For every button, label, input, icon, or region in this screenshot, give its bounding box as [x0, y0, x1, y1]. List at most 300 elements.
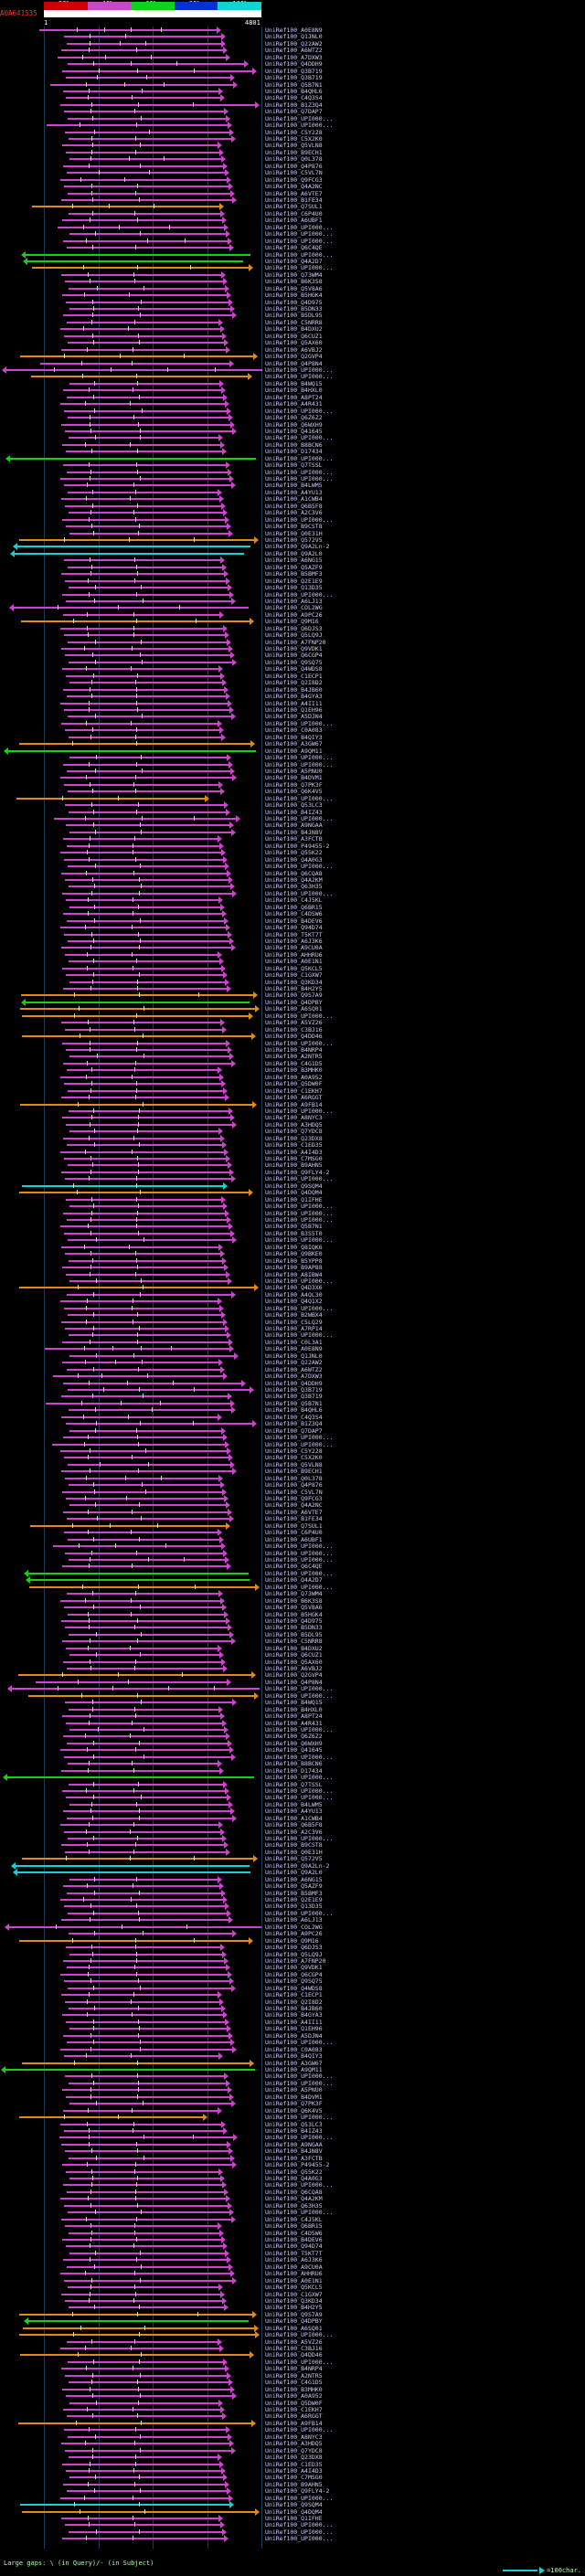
hit-label[interactable]: UniRef100_A9PC26 — [265, 610, 323, 619]
hit-label[interactable]: UniRef100_T5KT7T — [265, 930, 323, 938]
hit-label[interactable]: UniRef100_UPI000... — [265, 719, 334, 727]
hit-label[interactable]: UniRef100_Q4DD46 — [265, 2351, 323, 2359]
hit-label[interactable]: UniRef100_Q5DW0F — [265, 2399, 323, 2407]
hit-label[interactable]: UniRef100_Q7SUL1 — [265, 203, 323, 211]
hit-label[interactable]: UniRef100_A4YU13 — [265, 488, 323, 496]
hit-label[interactable]: UniRef100_A3HDQ5 — [265, 1120, 323, 1129]
hit-label[interactable]: UniRef100_C0A083 — [265, 726, 323, 735]
hit-label[interactable]: UniRef100_A4R431 — [265, 1719, 323, 1727]
hit-label[interactable]: UniRef100_UPI000... — [265, 1556, 334, 1564]
hit-label[interactable]: UniRef100_Q6K4V5 — [265, 2106, 323, 2115]
hit-label[interactable]: UniRef100_C0A083 — [265, 2045, 323, 2053]
hit-label[interactable]: UniRef100_A9FB14 — [265, 2419, 323, 2427]
hit-label[interactable]: UniRef100_B4NRP4 — [265, 2365, 323, 2373]
hit-label[interactable]: UniRef100_C1ED35 — [265, 1141, 323, 1150]
hit-label[interactable]: UniRef100_UPI000... — [265, 1107, 334, 1115]
hit-label[interactable]: UniRef100_A9NGAA — [265, 2140, 323, 2148]
hit-label[interactable]: UniRef100_A7DXW3 — [265, 1373, 323, 1381]
hit-label[interactable]: UniRef100_Q3B719 — [265, 1386, 323, 1394]
hit-label[interactable]: UniRef100_B4LWM5 — [265, 482, 323, 490]
hit-label[interactable]: UniRef100_A9CU0A — [265, 2263, 323, 2271]
hit-label[interactable]: UniRef100_Q1JNL0 — [265, 33, 323, 41]
hit-label[interactable]: UniRef100_Q4DQM4 — [265, 2507, 323, 2516]
hit-label[interactable]: UniRef100_B3S5T0 — [265, 1229, 323, 1237]
hit-label[interactable]: UniRef100_A6VBJ2 — [265, 1665, 323, 1673]
hit-label[interactable]: UniRef100_Q41645 — [265, 1746, 323, 1754]
hit-label[interactable]: UniRef100_B4H2Y5 — [265, 2304, 323, 2312]
hit-label[interactable]: UniRef100_C4DSW6 — [265, 910, 323, 918]
hit-label[interactable]: UniRef100_Q4WDS8 — [265, 1984, 323, 1992]
hit-label[interactable]: UniRef100_A6J3K6 — [265, 2256, 323, 2264]
hit-label[interactable]: UniRef100_UPI000... — [265, 2535, 334, 2543]
hit-label[interactable]: UniRef100_UPI000... — [265, 230, 334, 239]
hit-label[interactable]: UniRef100_UPI000... — [265, 1216, 334, 1224]
hit-label[interactable]: UniRef100_Q4Q1X2 — [265, 1298, 323, 1306]
hit-label[interactable]: UniRef100_COL2WG — [265, 1923, 323, 1931]
hit-label[interactable]: UniRef100_UPI000... — [265, 1909, 334, 1917]
hit-label[interactable]: UniRef100_Q9SQM4 — [265, 2501, 323, 2509]
hit-label[interactable]: UniRef100_Q3KD34 — [265, 978, 323, 986]
hit-label[interactable]: UniRef100_Q6B5F8 — [265, 502, 323, 510]
hit-label[interactable]: UniRef100_Q6BR15 — [265, 903, 323, 911]
hit-label[interactable]: UniRef100_Q5VLN8 — [265, 142, 323, 150]
hit-label[interactable]: UniRef100_UPI000... — [265, 2358, 334, 2366]
hit-label[interactable]: UniRef100_Q6WXH9 — [265, 1739, 323, 1747]
hit-label[interactable]: UniRef100_Q7TSSL — [265, 461, 323, 470]
hit-label[interactable]: UniRef100_Q4A0G3 — [265, 855, 323, 864]
hit-label[interactable]: UniRef100_C5LQ29 — [265, 1318, 323, 1326]
hit-label[interactable]: UniRef100_UPI000... — [265, 1236, 334, 1245]
hit-label[interactable]: UniRef100_A2NTR5 — [265, 1053, 323, 1061]
hit-label[interactable]: UniRef100_A5DJN4 — [265, 2031, 323, 2040]
hit-label[interactable]: UniRef100_Q5LQ9J — [265, 631, 323, 640]
hit-label[interactable]: UniRef100_Q94D74 — [265, 2242, 323, 2251]
hit-label[interactable]: UniRef100_UPI000... — [265, 2181, 334, 2189]
hit-label[interactable]: UniRef100_A0A952 — [265, 1073, 323, 1081]
hit-label[interactable]: UniRef100_B1FE34 — [265, 1515, 323, 1523]
hit-label[interactable]: UniRef100_UPI000... — [265, 590, 334, 599]
hit-label[interactable]: UniRef100_C1GXW7 — [265, 2290, 323, 2298]
hit-label[interactable]: UniRef100_B9CST8 — [265, 1841, 323, 1850]
hit-label[interactable]: UniRef100_Q5KCL5 — [265, 964, 323, 972]
hit-label[interactable]: UniRef100_C3BJ16 — [265, 2345, 323, 2353]
hit-label[interactable]: UniRef100_B8BCN6 — [265, 440, 323, 449]
hit-label[interactable]: UniRef100_A8PT24 — [265, 393, 323, 401]
hit-label[interactable]: UniRef100_Q5AX60 — [265, 339, 323, 347]
hit-label[interactable]: UniRef100_Q9FLY4-2 — [265, 2487, 330, 2496]
hit-label[interactable]: UniRef100_D17434 — [265, 448, 323, 456]
hit-label[interactable]: UniRef100_UPI000... — [265, 1039, 334, 1047]
hit-label[interactable]: UniRef100_Q5B7N1 — [265, 80, 323, 89]
hit-label[interactable]: UniRef100_A0E8N9 — [265, 1345, 323, 1353]
hit-label[interactable]: UniRef100_B9AHN5 — [265, 1161, 323, 1170]
hit-label[interactable]: UniRef100_B3MHK0 — [265, 1066, 323, 1075]
hit-label[interactable]: UniRef100_B4QIY3 — [265, 2052, 323, 2061]
hit-label[interactable]: UniRef100_B4WQ15 — [265, 379, 323, 387]
hit-label[interactable]: UniRef100_Q6WXH9 — [265, 420, 323, 429]
hit-label[interactable]: UniRef100_A0A952 — [265, 2392, 323, 2401]
hit-label[interactable]: UniRef100_Q9A2L0 — [265, 1869, 323, 1877]
hit-label[interactable]: UniRef100_A6SQ01 — [265, 2324, 323, 2332]
hit-label[interactable]: UniRef100_Q6C4QE — [265, 1563, 323, 1571]
hit-label[interactable]: UniRef100_B4DXU2 — [265, 325, 323, 334]
hit-label[interactable]: UniRef100_UPI000... — [265, 1685, 334, 1693]
hit-label[interactable]: UniRef100_A8PT24 — [265, 1712, 323, 1721]
hit-label[interactable]: UniRef100_Q4A0G3 — [265, 2175, 323, 2183]
hit-label[interactable]: UniRef100_Q23DX8 — [265, 1134, 323, 1142]
hit-label[interactable]: UniRef100_Q9A2Ln-2 — [265, 543, 330, 551]
hit-label[interactable]: UniRef100_Q7YDC8 — [265, 1128, 323, 1136]
hit-label[interactable]: UniRef100_A3FCTB — [265, 835, 323, 843]
hit-label[interactable]: UniRef100_UPI000... — [265, 1786, 334, 1795]
hit-label[interactable]: UniRef100_B9CST8 — [265, 523, 323, 531]
hit-label[interactable]: UniRef100_C4J5KL — [265, 2215, 323, 2223]
hit-label[interactable]: UniRef100_Q6CQA8 — [265, 869, 323, 877]
hit-label[interactable]: UniRef100_C6P4U0 — [265, 209, 323, 217]
hit-label[interactable]: UniRef100_A3HDQ5 — [265, 2440, 323, 2448]
hit-label[interactable]: UniRef100_Q1EH96 — [265, 2025, 323, 2033]
hit-label[interactable]: UniRef100_B5DL95 — [265, 312, 323, 320]
hit-label[interactable]: UniRef100_A6UBF1 — [265, 1535, 323, 1543]
hit-label[interactable]: UniRef100_A6LJ13 — [265, 597, 323, 605]
hit-label[interactable]: UniRef100_Q4P8N4 — [265, 1678, 323, 1686]
hit-label[interactable]: UniRef100_Q3B719 — [265, 74, 323, 82]
hit-label[interactable]: UniRef100_Q3KD34 — [265, 2296, 323, 2305]
hit-label[interactable]: UniRef100_Q9FCG3 — [265, 175, 323, 184]
hit-label[interactable]: UniRef100_Q9S7A9 — [265, 2310, 323, 2318]
hit-label[interactable]: UniRef100_C7MSG0 — [265, 1155, 323, 1163]
hit-label[interactable]: UniRef100_B4JN8V — [265, 828, 323, 836]
hit-label[interactable]: UniRef100_C5X2K0 — [265, 1454, 323, 1462]
hit-label[interactable]: UniRef100_UPI000... — [265, 2072, 334, 2081]
hit-label[interactable]: UniRef100_Q7YDC8 — [265, 2446, 323, 2454]
hit-label[interactable]: UniRef100_Q3B719 — [265, 67, 323, 75]
hit-label[interactable]: UniRef100_Q6BR15 — [265, 2222, 323, 2231]
hit-label[interactable]: UniRef100_B9AHN5 — [265, 2480, 323, 2488]
hit-label[interactable]: UniRef100_Q4DD46 — [265, 1033, 323, 1041]
hit-label[interactable]: UniRef100_C1GXW7 — [265, 971, 323, 980]
hit-label[interactable]: UniRef100_B5HGK4 — [265, 1610, 323, 1618]
hit-label[interactable]: UniRef100_UPI000... — [265, 1774, 334, 1782]
hit-label[interactable]: UniRef100_Q4D975 — [265, 298, 323, 306]
hit-label[interactable]: UniRef100_UPI000... — [265, 2209, 334, 2217]
hit-label[interactable]: UniRef100_Q6CUZ1 — [265, 1651, 323, 1659]
hit-label[interactable]: UniRef100_Q6Z6Z2 — [265, 414, 323, 422]
hit-label[interactable]: UniRef100_Q572V5 — [265, 536, 323, 544]
alignment-row[interactable] — [0, 2535, 265, 2543]
hit-label[interactable]: UniRef100_B4IZ43 — [265, 2126, 323, 2135]
hit-label[interactable]: UniRef100_UPI000... — [265, 2079, 334, 2087]
hit-label[interactable]: UniRef100_A8NYC3 — [265, 2433, 323, 2441]
hit-label[interactable]: UniRef100_B4JB60 — [265, 685, 323, 694]
hit-label[interactable]: UniRef100_Q5VLN8 — [265, 1460, 323, 1468]
hit-label[interactable]: UniRef100_B4WQ15 — [265, 1699, 323, 1707]
hit-label[interactable]: UniRef100_A9QM11 — [265, 2066, 323, 2073]
hit-label[interactable]: UniRef100_B6K3S8 — [265, 278, 323, 286]
hit-label[interactable]: UniRef100_A0E1N1 — [265, 958, 323, 966]
hit-label[interactable]: UniRef100_B8BCN6 — [265, 1760, 323, 1768]
hit-label[interactable]: UniRef100_A6VTE7 — [265, 189, 323, 197]
hit-label[interactable]: UniRef100_A3GW67 — [265, 740, 323, 748]
hit-label[interactable]: UniRef100_A4R431 — [265, 400, 323, 408]
hit-label[interactable]: UniRef100_B1Z3Q4 — [265, 1420, 323, 1428]
hit-label[interactable]: UniRef100_Q4A2D7 — [265, 1576, 323, 1585]
hit-label[interactable]: UniRef100_Q73WM4 — [265, 270, 323, 279]
hit-label[interactable]: UniRef100_Q0L378 — [265, 155, 323, 164]
hit-label[interactable]: UniRef100_Q55K22 — [265, 2168, 323, 2176]
hit-label[interactable]: UniRef100_Q6DJS3 — [265, 624, 323, 632]
hit-label[interactable]: UniRef100_UPI000... — [265, 114, 334, 122]
hit-label[interactable]: UniRef100_A3GW67 — [265, 2059, 323, 2067]
hit-label[interactable]: UniRef100_UPI000... — [265, 2521, 334, 2529]
hit-label[interactable]: UniRef100_UPI000... — [265, 2114, 334, 2122]
hit-label[interactable]: UniRef100_B4H2Y5 — [265, 985, 323, 993]
hit-label[interactable]: UniRef100_UPI000... — [265, 2426, 334, 2434]
hit-label[interactable]: UniRef100_B9ECH1 — [265, 1468, 323, 1476]
hit-label[interactable]: UniRef100_Q4P8N4 — [265, 359, 323, 367]
hit-label[interactable]: UniRef100_UPI000... — [265, 475, 334, 483]
hit-label[interactable]: UniRef100_A5PNU0 — [265, 767, 323, 775]
hit-label[interactable]: UniRef100_Q8IQK6 — [265, 1243, 323, 1251]
hit-label[interactable]: UniRef100_Q4DDH9 — [265, 1379, 323, 1387]
hit-label[interactable]: UniRef100_A6WTZ2 — [265, 1365, 323, 1373]
hit-label[interactable]: UniRef100_Q2I8D2 — [265, 679, 323, 687]
hit-label[interactable]: UniRef100_C1EKH7 — [265, 1087, 323, 1095]
hit-label[interactable]: UniRef100_A5VZ26 — [265, 1019, 323, 1027]
hit-label[interactable]: UniRef100_C4DSW6 — [265, 2229, 323, 2237]
hit-label[interactable]: UniRef100_UPI000... — [265, 2331, 334, 2339]
hit-label[interactable]: UniRef100_UPI000... — [265, 237, 334, 245]
hit-label[interactable]: UniRef100_Q0L378 — [265, 1474, 323, 1482]
hit-label[interactable]: UniRef100_A7FNP20 — [265, 1956, 326, 1965]
hit-label[interactable]: UniRef100_B4NRP4 — [265, 1046, 323, 1054]
hit-label[interactable]: UniRef100_Q9SQ75 — [265, 658, 323, 666]
hit-label[interactable]: UniRef100_A1CWB4 — [265, 1814, 323, 1822]
hit-label[interactable]: UniRef100_Q4A2KM — [265, 2195, 323, 2203]
hit-label[interactable]: UniRef100_B9ECH1 — [265, 148, 323, 156]
hit-label[interactable]: UniRef100_A0E8N9 — [265, 27, 323, 34]
hit-label[interactable]: UniRef100_C3BJ16 — [265, 1025, 323, 1034]
hit-label[interactable]: UniRef100_UPI000... — [265, 1304, 334, 1312]
hit-label[interactable]: UniRef100_C4Q3S4 — [265, 1413, 323, 1421]
hit-label[interactable]: UniRef100_Q4A2NC — [265, 1501, 323, 1510]
hit-label[interactable]: UniRef100_Q6K4V5 — [265, 788, 323, 796]
hit-label[interactable]: UniRef100_C5VL7N — [265, 1488, 323, 1496]
hit-label[interactable]: UniRef100_A4II11 — [265, 2018, 323, 2026]
hit-label[interactable]: UniRef100_Q7DAP7 — [265, 1426, 323, 1435]
hit-label[interactable]: UniRef100_UPI000... — [265, 1209, 334, 1217]
hit-label[interactable]: UniRef100_Q4DPBY — [265, 998, 323, 1006]
hit-label[interactable]: UniRef100_Q3B719 — [265, 1393, 323, 1401]
hit-label[interactable]: UniRef100_UPI000... — [265, 264, 334, 272]
hit-label[interactable]: UniRef100_Q6CUZ1 — [265, 332, 323, 340]
hit-label[interactable]: UniRef100_Q4P876 — [265, 162, 323, 170]
hit-label[interactable]: UniRef100_UPI000... — [265, 1549, 334, 1557]
hit-label[interactable]: UniRef100_UPI000... — [265, 794, 334, 802]
hit-label[interactable]: UniRef100_A4I4D3 — [265, 1148, 323, 1156]
hit-label[interactable]: UniRef100_C5NRR8 — [265, 318, 323, 326]
hit-label[interactable]: UniRef100_Q5DW0F — [265, 1080, 323, 1088]
hit-label[interactable]: UniRef100_C5VL7N — [265, 169, 323, 177]
hit-label[interactable]: UniRef100_A6NG15 — [265, 1875, 323, 1883]
hit-label[interactable]: UniRef100_B4DEV6 — [265, 2236, 323, 2243]
hit-label[interactable]: UniRef100_A4I4D3 — [265, 2466, 323, 2475]
hit-label[interactable]: UniRef100_Q6CQA8 — [265, 2188, 323, 2196]
hit-label[interactable]: UniRef100_B5DN33 — [265, 305, 323, 313]
hit-label[interactable]: UniRef100_Q4D975 — [265, 1617, 323, 1625]
hit-label[interactable]: UniRef100_UPI000... — [265, 1440, 334, 1448]
hit-label[interactable]: UniRef100_A2C3V6 — [265, 1828, 323, 1836]
hit-label[interactable]: UniRef100_UPI000... — [265, 863, 334, 871]
hit-label[interactable]: UniRef100_A2NTR5 — [265, 2371, 323, 2380]
hit-label[interactable]: UniRef100_A9QM11 — [265, 747, 323, 755]
hit-label[interactable]: UniRef100_C5Y228 — [265, 1447, 323, 1455]
hit-label[interactable]: UniRef100_Q2GVP4 — [265, 1671, 323, 1680]
hit-label[interactable]: UniRef100_B4HXL0 — [265, 1705, 323, 1713]
hit-label[interactable]: UniRef100_Q9FLY4-2 — [265, 1168, 330, 1176]
hit-label[interactable]: UniRef100_Q7PK3F — [265, 2100, 323, 2108]
hit-label[interactable]: UniRef100_Q7PK3F — [265, 780, 323, 789]
hit-label[interactable]: UniRef100_B2WBX4 — [265, 1311, 323, 1320]
hit-label[interactable]: UniRef100_A7FNP20 — [265, 638, 326, 646]
hit-label[interactable]: UniRef100_Q53LC3 — [265, 2120, 323, 2128]
hit-label[interactable]: UniRef100_A9CU0A — [265, 944, 323, 952]
hit-label[interactable]: UniRef100_A6WTZ2 — [265, 47, 323, 55]
hit-label[interactable]: UniRef100_A6VBJ2 — [265, 345, 323, 354]
hit-label[interactable]: UniRef100_B4GYA3 — [265, 693, 323, 701]
hit-label[interactable]: UniRef100_C0L3A1 — [265, 1338, 323, 1346]
hit-label[interactable]: UniRef100_UPI000... — [265, 1203, 334, 1211]
hit-label[interactable]: UniRef100_UPI000... — [265, 250, 334, 259]
hit-label[interactable]: UniRef100_C4Q3S4 — [265, 94, 323, 102]
hit-label[interactable]: UniRef100_Q63H35 — [265, 883, 323, 891]
hit-label[interactable]: UniRef100_B4JN8V — [265, 2147, 323, 2156]
hit-label[interactable]: UniRef100_Q5B7N1 — [265, 1399, 323, 1407]
hit-label[interactable]: UniRef100_Q0E31H — [265, 529, 323, 537]
hit-label[interactable]: UniRef100_UPI000... — [265, 1331, 334, 1340]
hit-label[interactable]: UniRef100_UPI000... — [265, 815, 334, 823]
hit-label[interactable]: UniRef100_C1ECP1 — [265, 672, 323, 680]
hit-label[interactable]: UniRef100_Q9VDK1 — [265, 645, 323, 653]
hit-label[interactable]: UniRef100_Q4WDS8 — [265, 665, 323, 673]
hit-label[interactable]: UniRef100_C5X2K0 — [265, 135, 323, 143]
hit-label[interactable]: UniRef100_UPI000... — [265, 1542, 334, 1551]
hit-label[interactable]: UniRef100_Q9BKE0 — [265, 1250, 323, 1258]
hit-label[interactable]: UniRef100_UPI000... — [265, 1277, 334, 1285]
hit-label[interactable]: UniRef100_Q4A2KM — [265, 876, 323, 884]
hit-label[interactable]: UniRef100_A6RGGT — [265, 2412, 323, 2421]
hit-label[interactable]: UniRef100_B4DXU2 — [265, 1644, 323, 1652]
hit-label[interactable]: UniRef100_Q55K22 — [265, 849, 323, 857]
hit-label[interactable]: UniRef100_B1FE34 — [265, 196, 323, 204]
hit-label[interactable]: UniRef100_B4DVM1 — [265, 774, 323, 782]
hit-label[interactable]: UniRef100_Q6Z6Z2 — [265, 1733, 323, 1741]
hit-label[interactable]: UniRef100_Q6CGP4 — [265, 1970, 323, 1978]
hit-label[interactable]: UniRef100_Q6DJS3 — [265, 1944, 323, 1952]
hit-label[interactable]: UniRef100_Q9SQ75 — [265, 1977, 323, 1986]
hit-label[interactable]: UniRef100_Q9S7A9 — [265, 991, 323, 1000]
hit-label[interactable]: UniRef100_Q2E1E9 — [265, 577, 323, 585]
hit-label[interactable]: UniRef100_Q6CGP4 — [265, 652, 323, 660]
hit-label[interactable]: UniRef100_UPI000... — [265, 2134, 334, 2142]
hit-label[interactable]: UniRef100_Q5V8A6 — [265, 284, 323, 292]
hit-label[interactable]: UniRef100_Q5AX60 — [265, 1658, 323, 1666]
hit-label[interactable]: UniRef100_C6P4U0 — [265, 1529, 323, 1537]
hit-label[interactable]: UniRef100_Q4A2D7 — [265, 257, 323, 265]
hit-label[interactable]: UniRef100_UPI000... — [265, 2039, 334, 2047]
hit-label[interactable]: UniRef100_B4DEV6 — [265, 917, 323, 925]
hit-label[interactable]: UniRef100_A6J3K6 — [265, 937, 323, 945]
hit-label[interactable]: UniRef100_Q1EH96 — [265, 706, 323, 714]
hit-label[interactable]: UniRef100_UPI000... — [265, 760, 334, 769]
hit-label[interactable]: UniRef100_COL2WG — [265, 604, 323, 612]
hit-label[interactable]: UniRef100_UPI000... — [265, 122, 334, 130]
hit-label[interactable]: UniRef100_B4LWM5 — [265, 1800, 323, 1808]
hit-label[interactable]: UniRef100_A4QL30 — [265, 1290, 323, 1299]
hit-label[interactable]: UniRef100_A3FCTB — [265, 2154, 323, 2162]
hit-label[interactable]: UniRef100_Q9A2L0 — [265, 549, 323, 557]
hit-label[interactable]: UniRef100_Q6C4QE — [265, 244, 323, 252]
hit-label[interactable]: UniRef100_A7DXW3 — [265, 53, 323, 61]
hit-label[interactable]: UniRef100_B4HXL0 — [265, 387, 323, 395]
hit-label[interactable]: UniRef100_A9NGAA — [265, 822, 323, 830]
hit-label[interactable]: UniRef100_A5DJN4 — [265, 713, 323, 721]
hit-label[interactable]: UniRef100_Q22AW2 — [265, 1359, 323, 1367]
hit-label[interactable]: UniRef100_Q63H35 — [265, 2201, 323, 2210]
hit-label[interactable]: UniRef100_Q4DPBY — [265, 2317, 323, 2326]
hit-label[interactable]: UniRef100_B4QIY3 — [265, 733, 323, 741]
hit-label[interactable]: UniRef100_Q9M16 — [265, 1936, 319, 1945]
hit-label[interactable]: UniRef100_UPI000... — [265, 366, 334, 374]
hit-label[interactable]: UniRef100_UPI000... — [265, 373, 334, 381]
hit-label[interactable]: UniRef100_Q94D74 — [265, 924, 323, 932]
hit-label[interactable]: UniRef100_Q7TSSL — [265, 1780, 323, 1788]
hit-label[interactable]: UniRef100_Q2I8D2 — [265, 1998, 323, 2006]
hit-label[interactable]: UniRef100_A6NG15 — [265, 557, 323, 565]
hit-label[interactable]: UniRef100_A4YU13 — [265, 1807, 323, 1816]
hit-label[interactable]: UniRef100_Q7SUL1 — [265, 1521, 323, 1530]
hit-label[interactable]: UniRef100_UPI000... — [265, 1569, 334, 1577]
hit-label[interactable]: UniRef100_Q1IFHE — [265, 1195, 323, 1203]
hit-label[interactable]: UniRef100_A8NYC3 — [265, 1114, 323, 1122]
hit-label[interactable]: UniRef100_P49455-2 — [265, 842, 330, 850]
hit-label[interactable]: UniRef100_T5KT7T — [265, 2249, 323, 2257]
hit-label[interactable]: UniRef100_UPI000... — [265, 2494, 334, 2502]
hit-label[interactable]: UniRef100_Q2E1E9 — [265, 1896, 323, 1903]
hit-label[interactable]: UniRef100_Q9VDK1 — [265, 1964, 323, 1972]
hit-label[interactable]: UniRef100_B1Z3Q4 — [265, 101, 323, 109]
hit-label[interactable]: UniRef100_UPI000... — [265, 1175, 334, 1183]
hit-label[interactable]: UniRef100_B4JB60 — [265, 2005, 323, 2013]
hit-label[interactable]: UniRef100_B4IZ43 — [265, 808, 323, 816]
hit-label[interactable]: UniRef100_A1CWB4 — [265, 495, 323, 504]
hit-label[interactable]: UniRef100_Q4DQM4 — [265, 1189, 323, 1197]
hit-label[interactable]: UniRef100_A7RP14 — [265, 1325, 323, 1333]
hit-label[interactable]: UniRef100_UPI000... — [265, 2528, 334, 2536]
hit-label[interactable]: UniRef100_Q41645 — [265, 427, 323, 435]
hit-label[interactable]: UniRef100_Q5B7N1 — [265, 1223, 323, 1231]
hit-label[interactable]: UniRef100_A0E1N1 — [265, 2276, 323, 2284]
hit-label[interactable]: UniRef100_Q4D3X6 — [265, 1284, 323, 1292]
hit-label[interactable]: UniRef100_UPI000... — [265, 1012, 334, 1020]
hit-label[interactable]: UniRef100_UPI000... — [265, 1794, 334, 1802]
hit-label[interactable]: UniRef100_B4DVM1 — [265, 2093, 323, 2101]
hit-label[interactable]: UniRef100_UPI000... — [265, 434, 334, 442]
hit-label[interactable]: UniRef100_C5NRR8 — [265, 1638, 323, 1646]
hit-label[interactable]: UniRef100_Q5AZF9 — [265, 1882, 323, 1891]
hit-label[interactable]: UniRef100_A8IBW4 — [265, 1270, 323, 1278]
hit-label[interactable]: UniRef100_A5VZ26 — [265, 2337, 323, 2346]
